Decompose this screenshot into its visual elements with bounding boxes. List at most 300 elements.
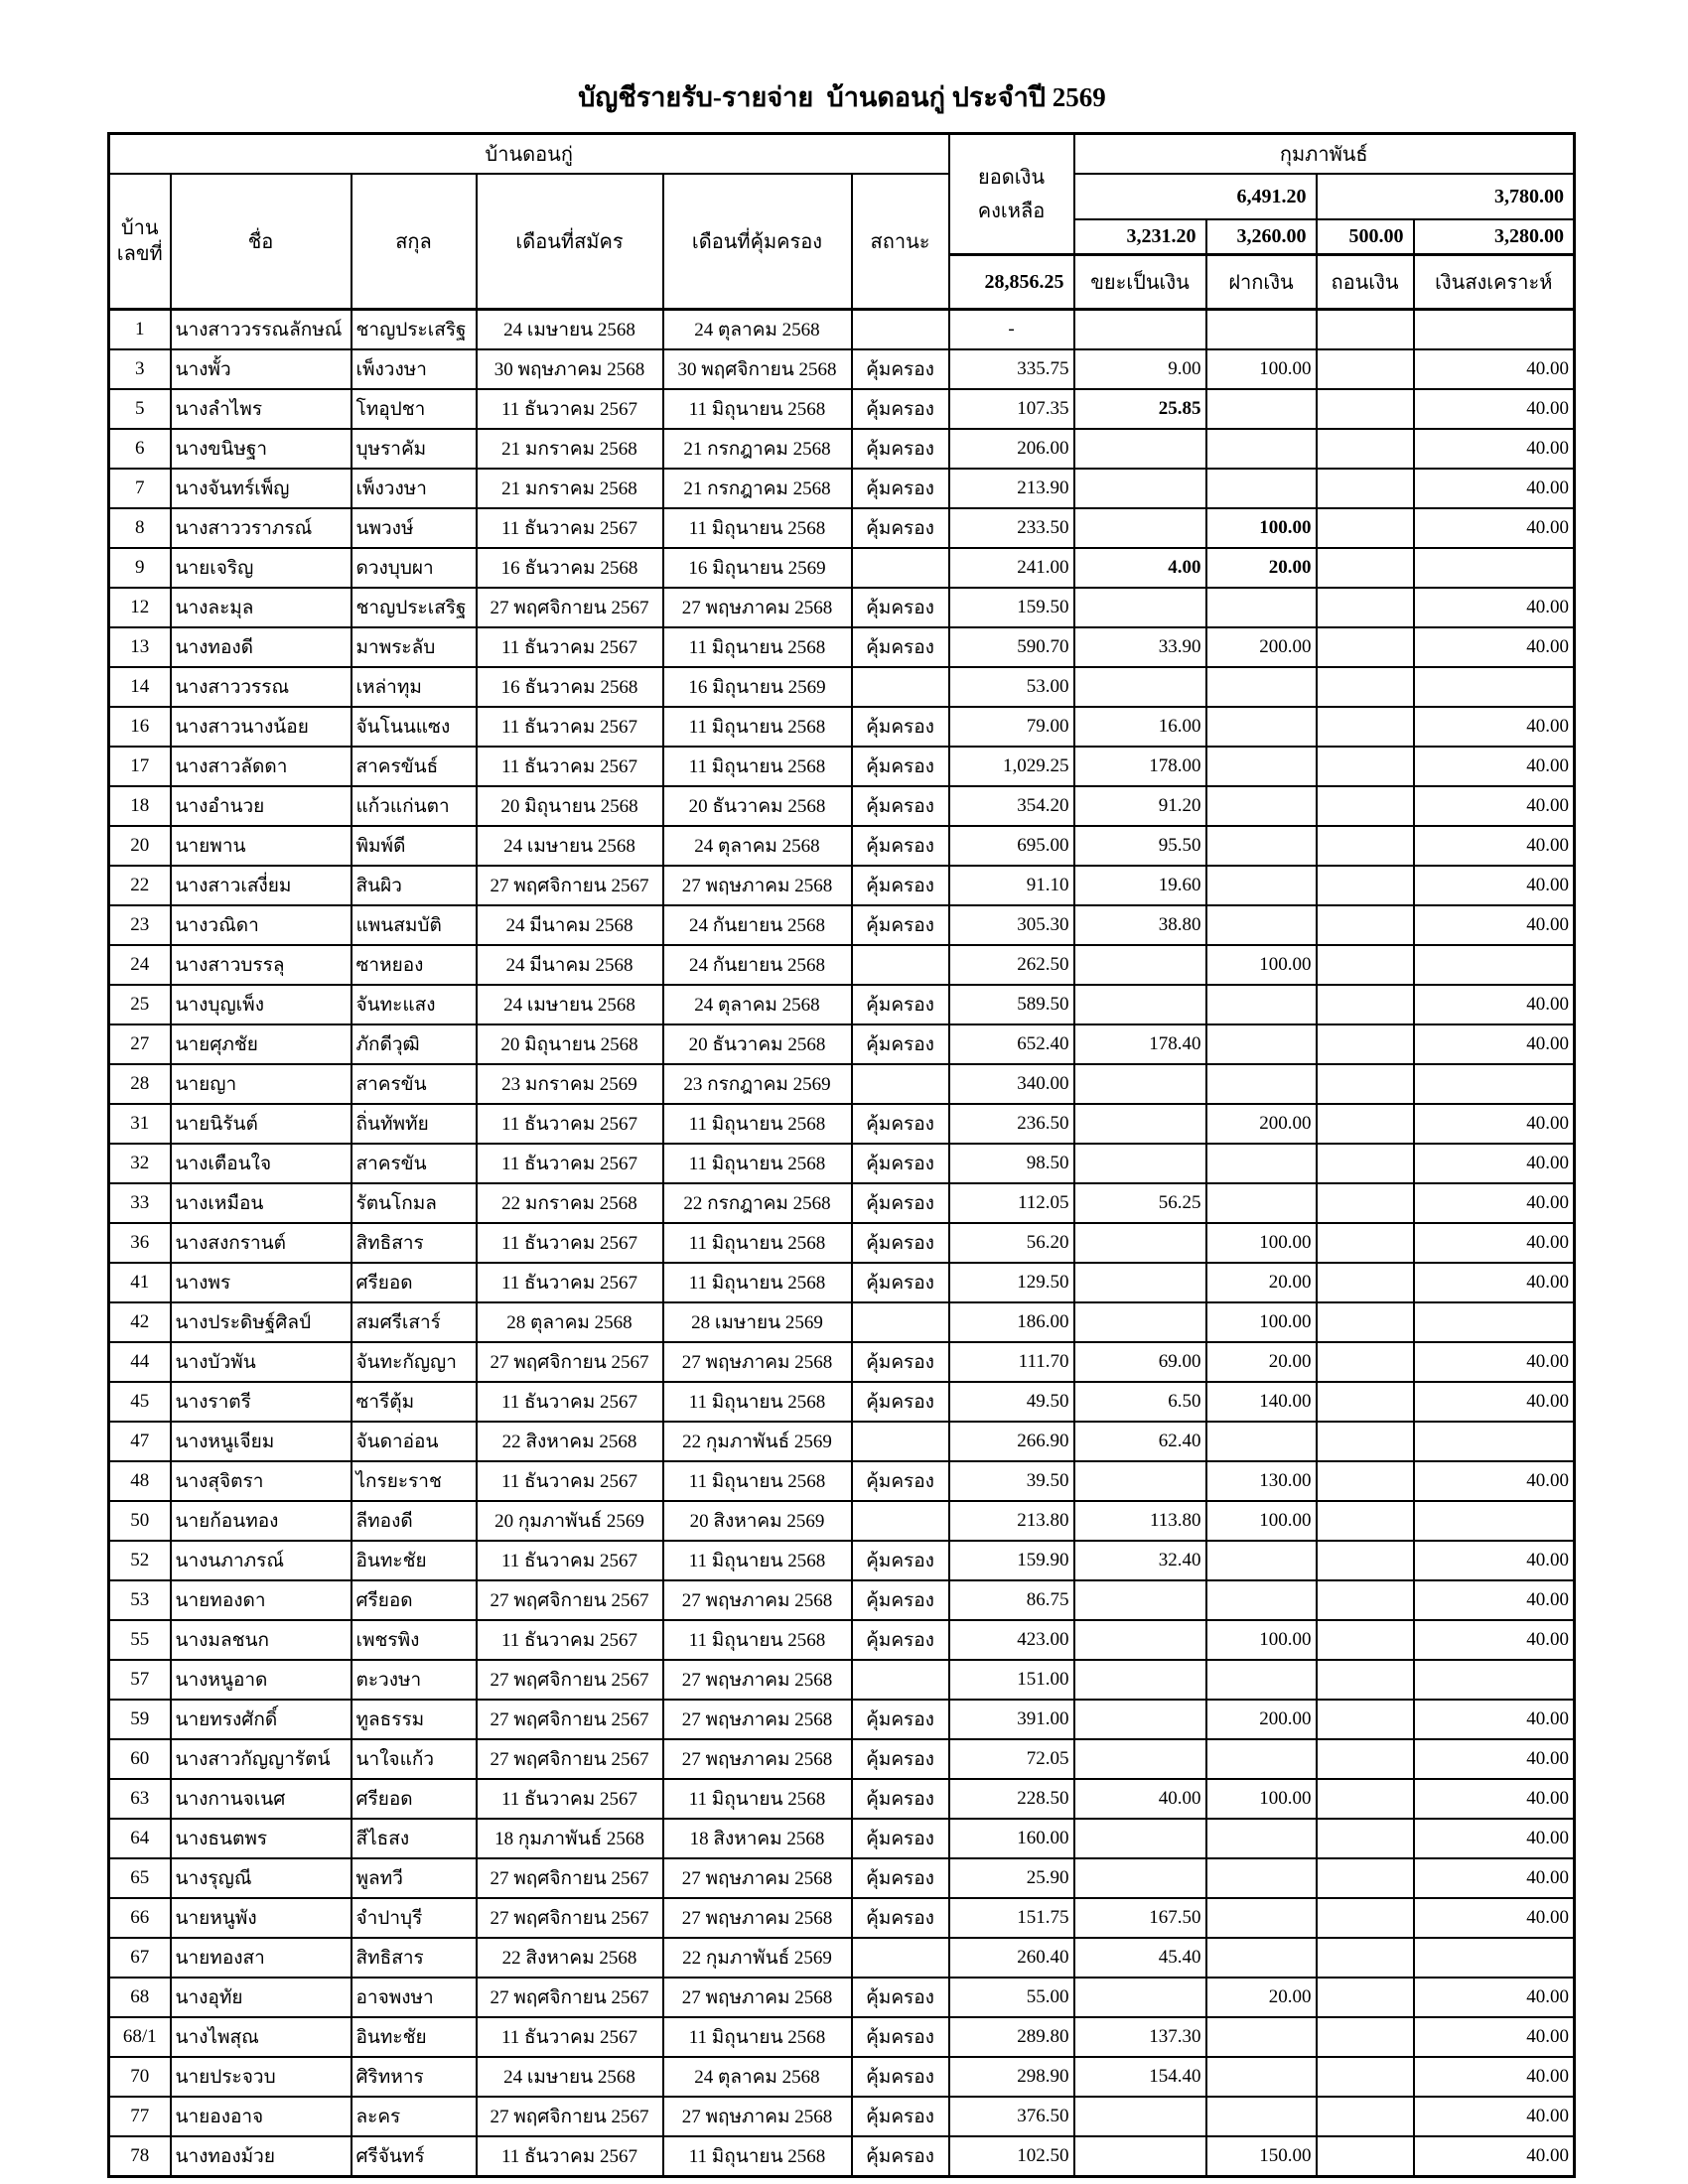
cell-first: นายนิรันต์ — [171, 1104, 352, 1144]
cell-welfare — [1414, 1660, 1575, 1700]
cell-deposit — [1206, 1898, 1317, 1938]
cell-status — [852, 1064, 949, 1104]
table-row — [109, 1660, 1575, 1700]
cell-no: 63 — [109, 1779, 171, 1819]
cell-covered: 27 พฤษภาคม 2568 — [663, 1739, 852, 1779]
cell-withdraw — [1317, 1302, 1414, 1342]
table-row — [109, 1263, 1575, 1302]
cell-no: 7 — [109, 469, 171, 508]
cell-waste: 113.80 — [1074, 1501, 1206, 1541]
cell-no: 9 — [109, 548, 171, 588]
cell-deposit: 100.00 — [1206, 1223, 1317, 1263]
cell-waste — [1074, 1739, 1206, 1779]
cell-status — [852, 1422, 949, 1461]
month-total-right: 3,780.00 — [1317, 174, 1575, 219]
cell-deposit: 20.00 — [1206, 548, 1317, 588]
cell-deposit — [1206, 747, 1317, 786]
house-no-label-line1: บ้าน — [120, 217, 159, 239]
cell-withdraw — [1317, 2017, 1414, 2057]
cell-applied: 11 ธันวาคม 2567 — [477, 508, 663, 548]
cell-welfare: 40.00 — [1414, 627, 1575, 667]
cell-covered: 27 พฤษภาคม 2568 — [663, 1858, 852, 1898]
cell-no: 25 — [109, 985, 171, 1024]
cell-deposit: 200.00 — [1206, 1700, 1317, 1739]
cell-last: ลีทองดี — [352, 1501, 477, 1541]
cell-welfare: 40.00 — [1414, 985, 1575, 1024]
cell-first: นางสาวกัญญารัตน์ — [171, 1739, 352, 1779]
cell-last: สาครขัน — [352, 1144, 477, 1183]
cell-status: คุ้มครอง — [852, 1978, 949, 2017]
cell-withdraw — [1317, 1422, 1414, 1461]
cell-applied: 16 ธันวาคม 2568 — [477, 548, 663, 588]
cell-no: 55 — [109, 1620, 171, 1660]
cell-covered: 11 มิถุนายน 2568 — [663, 1263, 852, 1302]
cell-covered: 27 พฤษภาคม 2568 — [663, 1978, 852, 2017]
cell-no: 57 — [109, 1660, 171, 1700]
cell-covered: 16 มิถุนายน 2569 — [663, 548, 852, 588]
table-row — [109, 1422, 1575, 1461]
cell-first: นายทองสา — [171, 1938, 352, 1978]
cell-status — [852, 1938, 949, 1978]
cell-applied: 21 มกราคม 2568 — [477, 469, 663, 508]
cell-first: นางสาวลัดดา — [171, 747, 352, 786]
cell-covered: 11 มิถุนายน 2568 — [663, 1382, 852, 1422]
cell-withdraw — [1317, 588, 1414, 627]
table-row — [109, 786, 1575, 826]
cell-status: คุ้มครอง — [852, 786, 949, 826]
cell-last: พิมพ์ดี — [352, 826, 477, 866]
cell-welfare: 40.00 — [1414, 1978, 1575, 2017]
subtotal-withdraw: 500.00 — [1317, 219, 1414, 255]
cell-first: นางสาวเสงี่ยม — [171, 866, 352, 905]
cell-covered: 20 ธันวาคม 2568 — [663, 786, 852, 826]
cell-covered: 27 พฤษภาคม 2568 — [663, 1700, 852, 1739]
cell-withdraw — [1317, 1461, 1414, 1501]
table-row — [109, 1779, 1575, 1819]
table-row — [109, 310, 1575, 350]
table-row — [109, 2097, 1575, 2136]
cell-first: นางลำไพร — [171, 389, 352, 429]
cell-deposit — [1206, 389, 1317, 429]
table-row — [109, 1183, 1575, 1223]
cell-withdraw — [1317, 349, 1414, 389]
cell-last: นาใจแก้ว — [352, 1739, 477, 1779]
cell-first: นางอำนวย — [171, 786, 352, 826]
cell-last: ละคร — [352, 2097, 477, 2136]
col-header-month-covered: เดือนที่คุ้มครอง — [663, 174, 852, 310]
cell-status — [852, 667, 949, 707]
cell-no: 13 — [109, 627, 171, 667]
cell-deposit: 130.00 — [1206, 1461, 1317, 1501]
cell-welfare: 40.00 — [1414, 786, 1575, 826]
table-row — [109, 1223, 1575, 1263]
cell-balance: 55.00 — [949, 1978, 1074, 2017]
subtotal-deposit: 3,260.00 — [1206, 219, 1317, 255]
cell-deposit: 100.00 — [1206, 1620, 1317, 1660]
cell-waste — [1074, 1263, 1206, 1302]
cell-balance: 151.00 — [949, 1660, 1074, 1700]
table-body — [109, 310, 1575, 2177]
cell-no: 42 — [109, 1302, 171, 1342]
cell-covered: 11 มิถุนายน 2568 — [663, 1144, 852, 1183]
cell-deposit — [1206, 1422, 1317, 1461]
cell-first: นางบุญเพ็ง — [171, 985, 352, 1024]
cell-covered: 20 ธันวาคม 2568 — [663, 1024, 852, 1064]
cell-applied: 11 ธันวาคม 2567 — [477, 1104, 663, 1144]
cell-first: นายศุภชัย — [171, 1024, 352, 1064]
cell-status: คุ้มครอง — [852, 429, 949, 469]
cell-balance: 206.00 — [949, 429, 1074, 469]
cell-welfare: 40.00 — [1414, 866, 1575, 905]
cell-welfare: 40.00 — [1414, 1024, 1575, 1064]
cell-balance: 72.05 — [949, 1739, 1074, 1779]
cell-applied: 11 ธันวาคม 2567 — [477, 707, 663, 747]
cell-waste — [1074, 1858, 1206, 1898]
cell-waste — [1074, 1461, 1206, 1501]
cell-first: นางสาววรรณลักษณ์ — [171, 310, 352, 350]
cell-withdraw — [1317, 1501, 1414, 1541]
cell-applied: 11 ธันวาคม 2567 — [477, 1263, 663, 1302]
cell-welfare: 40.00 — [1414, 826, 1575, 866]
cell-welfare: 40.00 — [1414, 1858, 1575, 1898]
cell-applied: 22 สิงหาคม 2568 — [477, 1422, 663, 1461]
house-no-label-line2: เลขที่ — [116, 243, 163, 265]
cell-welfare: 40.00 — [1414, 1104, 1575, 1144]
cell-withdraw — [1317, 389, 1414, 429]
table-row — [109, 349, 1575, 389]
cell-balance: 102.50 — [949, 2136, 1074, 2177]
cell-applied: 11 ธันวาคม 2567 — [477, 389, 663, 429]
cell-applied: 27 พฤศจิกายน 2567 — [477, 866, 663, 905]
cell-applied: 27 พฤศจิกายน 2567 — [477, 588, 663, 627]
cell-last: สินผิว — [352, 866, 477, 905]
cell-status: คุ้มครอง — [852, 2017, 949, 2057]
cell-balance: 159.50 — [949, 588, 1074, 627]
cell-no: 8 — [109, 508, 171, 548]
cell-covered: 16 มิถุนายน 2569 — [663, 667, 852, 707]
cell-balance: 236.50 — [949, 1104, 1074, 1144]
cell-no: 31 — [109, 1104, 171, 1144]
cell-waste: 4.00 — [1074, 548, 1206, 588]
col-header-surname: สกุล — [352, 174, 477, 310]
cell-last: สาครขันธ์ — [352, 747, 477, 786]
cell-covered: 28 เมษายน 2569 — [663, 1302, 852, 1342]
cell-status: คุ้มครอง — [852, 1461, 949, 1501]
cell-withdraw — [1317, 1144, 1414, 1183]
cell-waste: 95.50 — [1074, 826, 1206, 866]
balance-column-header — [949, 134, 1074, 255]
cell-last: จันทะกัญญา — [352, 1342, 477, 1382]
cell-covered: 24 กันยายน 2568 — [663, 945, 852, 985]
header-row-totals — [109, 174, 1575, 219]
cell-withdraw — [1317, 1660, 1414, 1700]
cell-first: นายเจริญ — [171, 548, 352, 588]
cell-applied: 11 ธันวาคม 2567 — [477, 1144, 663, 1183]
cell-waste — [1074, 1104, 1206, 1144]
cell-last: ศรีจันทร์ — [352, 2136, 477, 2177]
cell-status — [852, 548, 949, 588]
cell-last: อาจพงษา — [352, 1978, 477, 2017]
cell-deposit — [1206, 1819, 1317, 1858]
cell-balance: 39.50 — [949, 1461, 1074, 1501]
cell-no: 50 — [109, 1501, 171, 1541]
cell-applied: 23 มกราคม 2569 — [477, 1064, 663, 1104]
cell-covered: 21 กรกฎาคม 2568 — [663, 429, 852, 469]
cell-last: บุษราคัม — [352, 429, 477, 469]
cell-first: นางหนูอาด — [171, 1660, 352, 1700]
cell-status — [852, 1660, 949, 1700]
cell-applied: 27 พฤศจิกายน 2567 — [477, 1858, 663, 1898]
cell-deposit — [1206, 667, 1317, 707]
cell-status: คุ้มครอง — [852, 1183, 949, 1223]
cell-waste — [1074, 588, 1206, 627]
cell-deposit — [1206, 1144, 1317, 1183]
cell-welfare — [1414, 945, 1575, 985]
cell-welfare — [1414, 1422, 1575, 1461]
table-row — [109, 1819, 1575, 1858]
cell-status: คุ้มครอง — [852, 1819, 949, 1858]
cell-last: ดวงบุบผา — [352, 548, 477, 588]
cell-welfare — [1414, 1064, 1575, 1104]
cell-last: ศิริทหาร — [352, 2057, 477, 2097]
cell-first: นางสาวนางน้อย — [171, 707, 352, 747]
cell-waste: 32.40 — [1074, 1541, 1206, 1580]
cell-welfare: 40.00 — [1414, 1461, 1575, 1501]
cell-waste: 56.25 — [1074, 1183, 1206, 1223]
cell-first: นายหนูพัง — [171, 1898, 352, 1938]
table-row — [109, 1342, 1575, 1382]
cell-applied: 11 ธันวาคม 2567 — [477, 1620, 663, 1660]
table-row — [109, 826, 1575, 866]
cell-covered: 11 มิถุนายน 2568 — [663, 2136, 852, 2177]
cell-applied: 24 เมษายน 2568 — [477, 826, 663, 866]
cell-status: คุ้มครอง — [852, 1263, 949, 1302]
cell-waste: 167.50 — [1074, 1898, 1206, 1938]
cell-welfare: 40.00 — [1414, 1620, 1575, 1660]
cell-last: ศรียอด — [352, 1580, 477, 1620]
cell-first: นายทองดา — [171, 1580, 352, 1620]
cell-last: ศรียอด — [352, 1779, 477, 1819]
cell-withdraw — [1317, 667, 1414, 707]
cell-no: 60 — [109, 1739, 171, 1779]
cell-balance: 652.40 — [949, 1024, 1074, 1064]
cell-status: คุ้มครอง — [852, 1104, 949, 1144]
cell-first: นางเหมือน — [171, 1183, 352, 1223]
cell-last: สิทธิสาร — [352, 1938, 477, 1978]
cell-last: แพนสมบัติ — [352, 905, 477, 945]
cell-status: คุ้มครอง — [852, 627, 949, 667]
cell-welfare: 40.00 — [1414, 429, 1575, 469]
cell-balance: 589.50 — [949, 985, 1074, 1024]
balance-label-line1: ยอดเงิน — [978, 166, 1045, 189]
cell-waste: 16.00 — [1074, 707, 1206, 747]
cell-waste: 40.00 — [1074, 1779, 1206, 1819]
cell-no: 16 — [109, 707, 171, 747]
cell-deposit: 20.00 — [1206, 1978, 1317, 2017]
table-row — [109, 508, 1575, 548]
cell-last: นพวงษ์ — [352, 508, 477, 548]
cell-no: 1 — [109, 310, 171, 350]
cell-applied: 27 พฤศจิกายน 2567 — [477, 1739, 663, 1779]
cell-waste: 45.40 — [1074, 1938, 1206, 1978]
cell-welfare: 40.00 — [1414, 1541, 1575, 1580]
cell-first: นางหนูเจียม — [171, 1422, 352, 1461]
cell-applied: 11 ธันวาคม 2567 — [477, 2136, 663, 2177]
table-row — [109, 1898, 1575, 1938]
cell-covered: 11 มิถุนายน 2568 — [663, 508, 852, 548]
cell-welfare: 40.00 — [1414, 2136, 1575, 2177]
cell-no: 22 — [109, 866, 171, 905]
cell-first: นางกานจเนศ — [171, 1779, 352, 1819]
table-row — [109, 866, 1575, 905]
cell-balance: 91.10 — [949, 866, 1074, 905]
cell-withdraw — [1317, 786, 1414, 826]
cell-no: 33 — [109, 1183, 171, 1223]
cell-first: นางราตรี — [171, 1382, 352, 1422]
cell-deposit — [1206, 429, 1317, 469]
cell-withdraw — [1317, 1024, 1414, 1064]
cell-covered: 11 มิถุนายน 2568 — [663, 1620, 852, 1660]
cell-first: นางเตือนใจ — [171, 1144, 352, 1183]
cell-welfare: 40.00 — [1414, 1263, 1575, 1302]
cell-applied: 11 ธันวาคม 2567 — [477, 1223, 663, 1263]
table-row — [109, 2136, 1575, 2177]
cell-last: สาครขัน — [352, 1064, 477, 1104]
cell-covered: 11 มิถุนายน 2568 — [663, 1104, 852, 1144]
table-row — [109, 1104, 1575, 1144]
table-row — [109, 1024, 1575, 1064]
cell-withdraw — [1317, 627, 1414, 667]
cell-last: โทอุปชา — [352, 389, 477, 429]
cell-first: นายพาน — [171, 826, 352, 866]
cell-covered: 27 พฤษภาคม 2568 — [663, 1898, 852, 1938]
cell-first: นางจันทร์เพ็ญ — [171, 469, 352, 508]
col-header-deposit: ฝากเงิน — [1206, 255, 1317, 310]
cell-status: คุ้มครอง — [852, 1739, 949, 1779]
cell-no: 66 — [109, 1898, 171, 1938]
cell-balance: 25.90 — [949, 1858, 1074, 1898]
cell-waste — [1074, 1620, 1206, 1660]
cell-status: คุ้มครอง — [852, 1342, 949, 1382]
table-row — [109, 1302, 1575, 1342]
cell-welfare: 40.00 — [1414, 349, 1575, 389]
cell-no: 48 — [109, 1461, 171, 1501]
cell-covered: 24 ตุลาคม 2568 — [663, 2057, 852, 2097]
cell-waste: 38.80 — [1074, 905, 1206, 945]
table-row — [109, 1461, 1575, 1501]
cell-no: 32 — [109, 1144, 171, 1183]
cell-applied: 27 พฤศจิกายน 2567 — [477, 1660, 663, 1700]
cell-applied: 24 เมษายน 2568 — [477, 985, 663, 1024]
cell-covered: 11 มิถุนายน 2568 — [663, 1779, 852, 1819]
cell-first: นางนภาภรณ์ — [171, 1541, 352, 1580]
cell-balance: 233.50 — [949, 508, 1074, 548]
table-row — [109, 1144, 1575, 1183]
cell-welfare: 40.00 — [1414, 1898, 1575, 1938]
cell-first: นางสงกรานต์ — [171, 1223, 352, 1263]
cell-last: เหล่าทุม — [352, 667, 477, 707]
cell-last: สิทธิสาร — [352, 1223, 477, 1263]
cell-withdraw — [1317, 1819, 1414, 1858]
cell-withdraw — [1317, 1858, 1414, 1898]
cell-status — [852, 310, 949, 350]
cell-deposit — [1206, 2097, 1317, 2136]
cell-first: นางสาววราภรณ์ — [171, 508, 352, 548]
cell-status: คุ้มครอง — [852, 508, 949, 548]
cell-balance: 86.75 — [949, 1580, 1074, 1620]
cell-first: นางพร — [171, 1263, 352, 1302]
cell-covered: 11 มิถุนายน 2568 — [663, 2017, 852, 2057]
village-group-header: บ้านดอนกู่ — [109, 134, 949, 175]
cell-waste — [1074, 2097, 1206, 2136]
cell-applied: 27 พฤศจิกายน 2567 — [477, 1342, 663, 1382]
cell-welfare: 40.00 — [1414, 1779, 1575, 1819]
cell-last: ตะวงษา — [352, 1660, 477, 1700]
cell-withdraw — [1317, 1978, 1414, 2017]
cell-deposit: 200.00 — [1206, 1104, 1317, 1144]
cell-status: คุ้มครอง — [852, 905, 949, 945]
cell-covered: 24 ตุลาคม 2568 — [663, 310, 852, 350]
cell-waste — [1074, 1819, 1206, 1858]
cell-withdraw — [1317, 1183, 1414, 1223]
cell-applied: 16 ธันวาคม 2568 — [477, 667, 663, 707]
col-header-house-no — [109, 174, 171, 310]
cell-applied: 24 เมษายน 2568 — [477, 2057, 663, 2097]
cell-no: 5 — [109, 389, 171, 429]
cell-no: 6 — [109, 429, 171, 469]
cell-welfare: 40.00 — [1414, 1144, 1575, 1183]
cell-balance: 79.00 — [949, 707, 1074, 747]
cell-balance: 98.50 — [949, 1144, 1074, 1183]
cell-deposit — [1206, 588, 1317, 627]
table-row — [109, 747, 1575, 786]
cell-status: คุ้มครอง — [852, 1580, 949, 1620]
cell-welfare: 40.00 — [1414, 1183, 1575, 1223]
cell-first: นางสาวบรรลุ — [171, 945, 352, 985]
cell-deposit: 100.00 — [1206, 1779, 1317, 1819]
cell-withdraw — [1317, 2136, 1414, 2177]
cell-withdraw — [1317, 1342, 1414, 1382]
cell-status: คุ้มครอง — [852, 866, 949, 905]
cell-withdraw — [1317, 1620, 1414, 1660]
cell-first: นางสาววรรณ — [171, 667, 352, 707]
cell-deposit — [1206, 1858, 1317, 1898]
cell-no: 41 — [109, 1263, 171, 1302]
cell-status: คุ้มครอง — [852, 2097, 949, 2136]
cell-applied: 11 ธันวาคม 2567 — [477, 2017, 663, 2057]
cell-last: จันทะแสง — [352, 985, 477, 1024]
cell-covered: 11 มิถุนายน 2568 — [663, 707, 852, 747]
cell-deposit — [1206, 1064, 1317, 1104]
cell-covered: 11 มิถุนายน 2568 — [663, 1223, 852, 1263]
cell-balance: 228.50 — [949, 1779, 1074, 1819]
cell-deposit — [1206, 985, 1317, 1024]
cell-withdraw — [1317, 469, 1414, 508]
cell-waste: 178.00 — [1074, 747, 1206, 786]
cell-waste — [1074, 429, 1206, 469]
cell-deposit — [1206, 1938, 1317, 1978]
cell-last: เพชรพิง — [352, 1620, 477, 1660]
cell-last: ชาญประเสริฐ — [352, 588, 477, 627]
cell-covered: 24 ตุลาคม 2568 — [663, 985, 852, 1024]
cell-first: นายประจวบ — [171, 2057, 352, 2097]
cell-no: 68/1 — [109, 2017, 171, 2057]
cell-balance: 129.50 — [949, 1263, 1074, 1302]
cell-balance: 241.00 — [949, 548, 1074, 588]
cell-status: คุ้มครอง — [852, 985, 949, 1024]
table-row — [109, 389, 1575, 429]
cell-no: 27 — [109, 1024, 171, 1064]
